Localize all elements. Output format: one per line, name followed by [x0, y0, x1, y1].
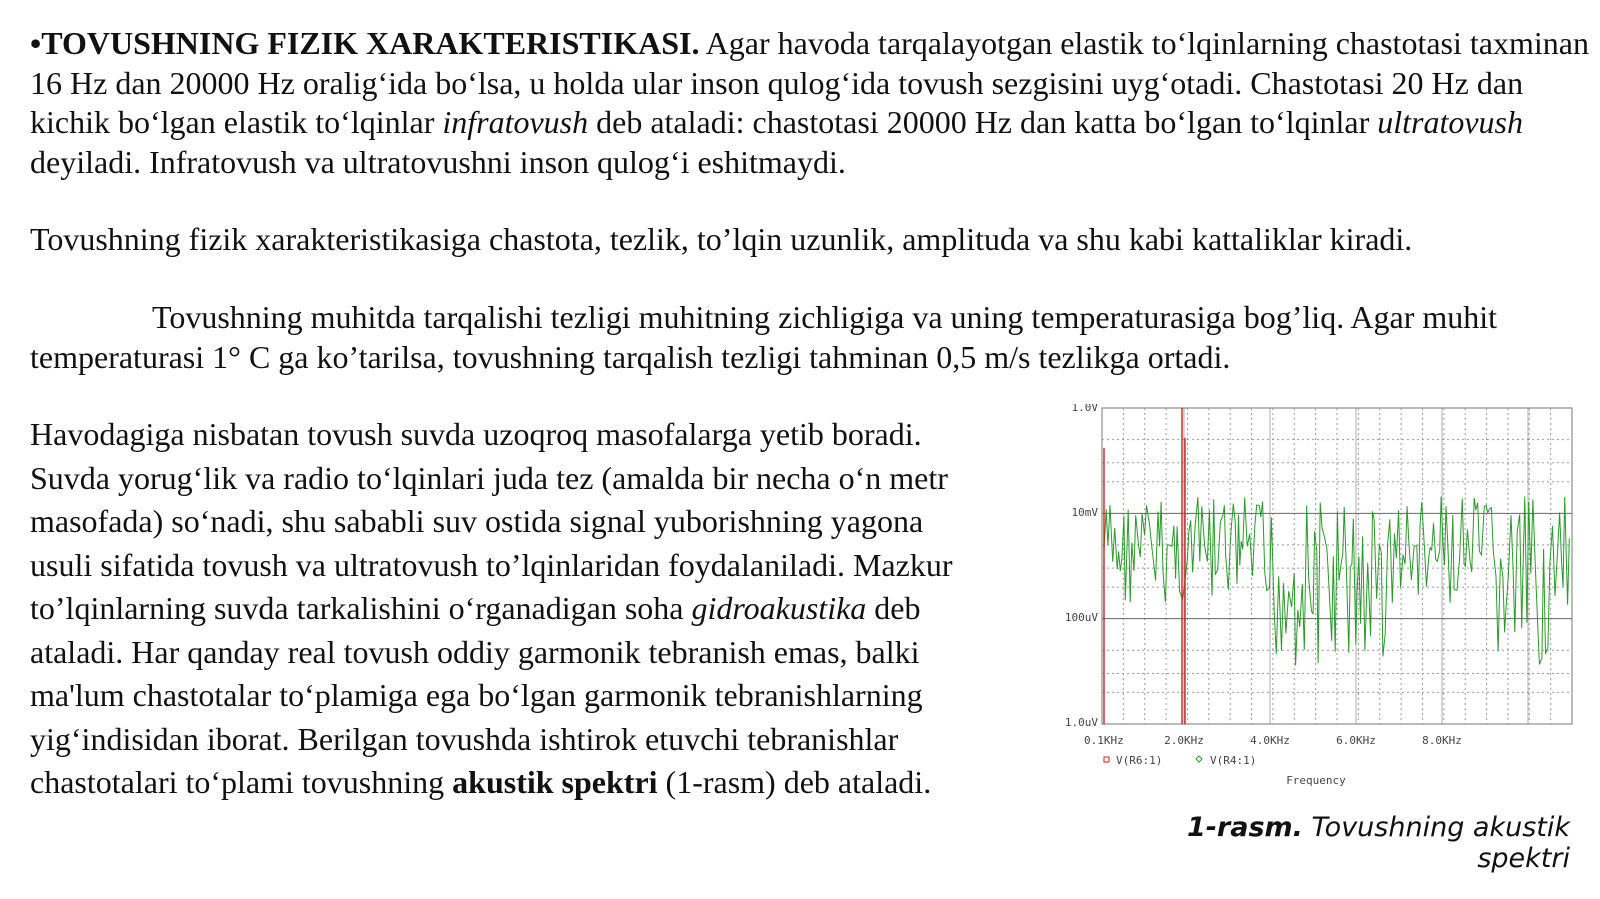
- x-tick-label: 6.0KHz: [1336, 734, 1376, 747]
- term-ultrasound: ultratovush: [1377, 104, 1523, 140]
- legend-label: V(R4:1): [1210, 754, 1257, 767]
- section-heading: •TOVUSHNING FIZIK XARAKTERISTIKASI.: [30, 25, 700, 61]
- y-tick-label: 100uV: [1064, 611, 1098, 624]
- x-axis-labels: [1084, 734, 1462, 747]
- legend-label: V(R6:1): [1116, 754, 1163, 767]
- text-run: deb ataladi. Har qanday real tovush oddiy garmonik tebranish emas, balki ma'lum chastotalar to‘plamiga ega bo‘lgan garmonik tebranishlarning yig‘indisidan iborat. Berilgan tovushda ishtirok etuvchi tebranishlar chastotalari to‘plami tovushning: [30, 590, 923, 800]
- x-tick-label: 0.1KHz: [1084, 734, 1124, 747]
- plot-traces: [1104, 408, 1569, 724]
- caption-text: Tovushning akustik spektri: [1302, 812, 1570, 874]
- x-tick-label: 8.0KHz: [1422, 734, 1462, 747]
- plot-legend: [1104, 754, 1256, 767]
- series-trace-green: [1104, 497, 1569, 666]
- y-tick-label: 1.0V: [1071, 404, 1098, 414]
- caption-number: 1-rasm.: [1186, 812, 1303, 843]
- spectrum-figure: [1062, 404, 1582, 799]
- paragraph-characteristics: Tovushning fizik xarakteristikasiga chastota, tezlik, to’lqin uzunlik, amplituda va shu kabi kattaliklar kiradi.: [30, 221, 1413, 257]
- x-tick-label: 2.0KHz: [1164, 734, 1204, 747]
- figure-caption: [1100, 812, 1570, 874]
- y-tick-label: 10mV: [1071, 506, 1098, 519]
- y-tick-label: 1.0uV: [1064, 716, 1098, 729]
- paragraph-definition: [30, 24, 1590, 182]
- spectrum-plot: [1062, 404, 1582, 799]
- text-run: Havodagiga nisbatan tovush suvda uzoqroq masofalarga yetib boradi. Suvda yorug‘lik va radio to‘lqinlari juda tez (amalda bir necha o‘n metr masofada) so‘nadi, shu sababli suv ostida signal yuborishning yagona usuli sifatida tovush va ultratovush to’lqinlaridan foydalaniladi. Mazkur to’lqinlarning suvda tarkalishini o‘rganadigan soha: [30, 416, 953, 626]
- x-axis-label: Frequency: [1286, 774, 1346, 787]
- term-infrasound: infratovush: [442, 104, 589, 140]
- text-run: deb ataladi: chastotasi 20000 Hz dan katta bo‘lgan to‘lqinlar: [588, 104, 1378, 140]
- legend-marker-square: [1104, 757, 1109, 762]
- text-run: (1-rasm) deb ataladi.: [657, 764, 932, 800]
- legend-marker-diamond: [1196, 756, 1202, 762]
- paragraph-speed: Tovushning muhitda tarqalishi tezligi muhitning zichligiga va uning temperaturasiga bog’liq. Agar muhit temperaturasi 1° C ga ko’tarilsa, tovushning tarqalish tezligi tahminan 0,5 m/s tezlikga ortadi.: [30, 299, 1498, 375]
- y-axis-labels: [1065, 404, 1098, 729]
- paragraph-hydroacoustics: [30, 413, 980, 805]
- term-acoustic-spectrum: akustik spektri: [452, 764, 658, 800]
- x-tick-label: 4.0KHz: [1250, 734, 1290, 747]
- text-run: deyiladi. Infratovush va ultratovushni inson qulog‘i eshitmaydi.: [30, 143, 846, 180]
- term-hydroacoustics: gidroakustika: [691, 590, 867, 626]
- text-run: Agar havoda tarqalayotgan elastik to‘lqinlarning chastotasi taxminan 16 Hz dan 20000 Hz oralig‘ida bo‘lsa, u holda ular inson qulog‘ida tovush sezgisini uyg‘otadi. Chastotasi 20 Hz dan kichik bo‘lgan elastik to‘lqinlar: [30, 25, 1589, 140]
